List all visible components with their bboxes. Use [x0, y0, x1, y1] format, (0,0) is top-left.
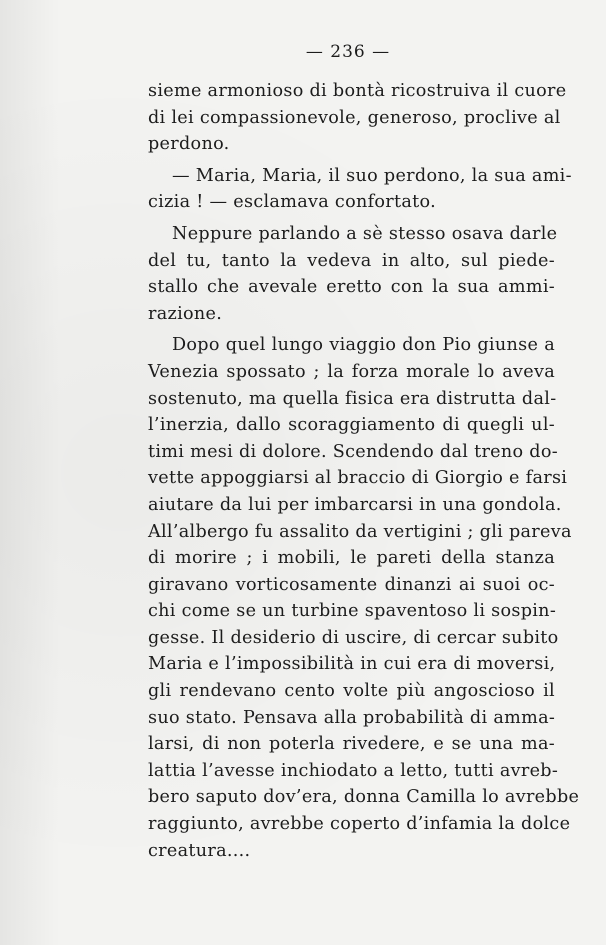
text-line: del tu, tanto la vedeva in alto, sul piede- [148, 250, 555, 271]
text-line: chi come se un turbine spaventoso li sospin- [148, 601, 557, 622]
paragraph-2 [148, 163, 572, 216]
text-line: sostenuto, ma quella fisica era distrutta dal- [148, 388, 557, 409]
text-line: sieme armonioso di bontà ricostruiva il cuore [148, 81, 567, 101]
text-line: Neppure parlando a sè stesso osava darle [172, 223, 558, 244]
text-line: lattia l’avesse inchiodato a letto, tutti avreb- [148, 760, 559, 781]
text-line: gesse. Il desiderio di uscire, di cercar subito [148, 627, 559, 648]
text-line: cizia ! — esclamava confortato. [148, 192, 437, 213]
text-line: bero saputo dov’era, donna Camilla lo avrebbe [148, 787, 580, 808]
text-line: di lei compassionevole, generoso, proclive al [148, 107, 561, 128]
paragraph-1 [148, 78, 567, 158]
text-line: — Maria, Maria, il suo perdono, la sua ami- [172, 165, 572, 186]
text-line: creatura.... [148, 840, 251, 861]
text-line: di morire ; i mobili, le pareti della stanza [148, 548, 555, 569]
text-line: gli rendevano cento volte più angoscioso il [148, 681, 555, 702]
text-line: perdono. [148, 134, 230, 155]
text-line: Maria e l’impossibilità in cui era di moversi, [148, 654, 556, 675]
page-number: — 236 — [305, 42, 391, 62]
text-line: Dopo quel lungo viaggio don Pio giunse a [172, 335, 555, 356]
text-line: razione. [148, 303, 223, 324]
text-line: l’inerzia, dallo scoraggiamento di quegli ul- [148, 415, 555, 436]
text-line: aiutare da lui per imbarcarsi in una gondola. [148, 494, 562, 515]
text-line: All’albergo fu assalito da vertigini ; gli pareva [148, 521, 572, 542]
text-line: suo stato. Pensava alla probabilità di amma- [148, 707, 556, 728]
text-line: larsi, di non poterla rivedere, e se una ma- [148, 734, 555, 755]
text-line: vette appoggiarsi al braccio di Giorgio e farsi [148, 468, 568, 489]
text-line: timi mesi di dolore. Scendendo dal treno do- [148, 441, 558, 462]
text-line: Venezia spossato ; la forza morale lo aveva [148, 361, 555, 382]
text-line: stallo che avevale eretto con la sua ammi- [148, 277, 555, 298]
body-text [148, 78, 580, 864]
text-line: giravano vorticosamente dinanzi ai suoi oc- [148, 574, 555, 595]
paragraph-4 [148, 332, 580, 864]
text-line: raggiunto, avrebbe coperto d’infamia la dolce [148, 814, 571, 835]
paragraph-3 [148, 221, 558, 327]
